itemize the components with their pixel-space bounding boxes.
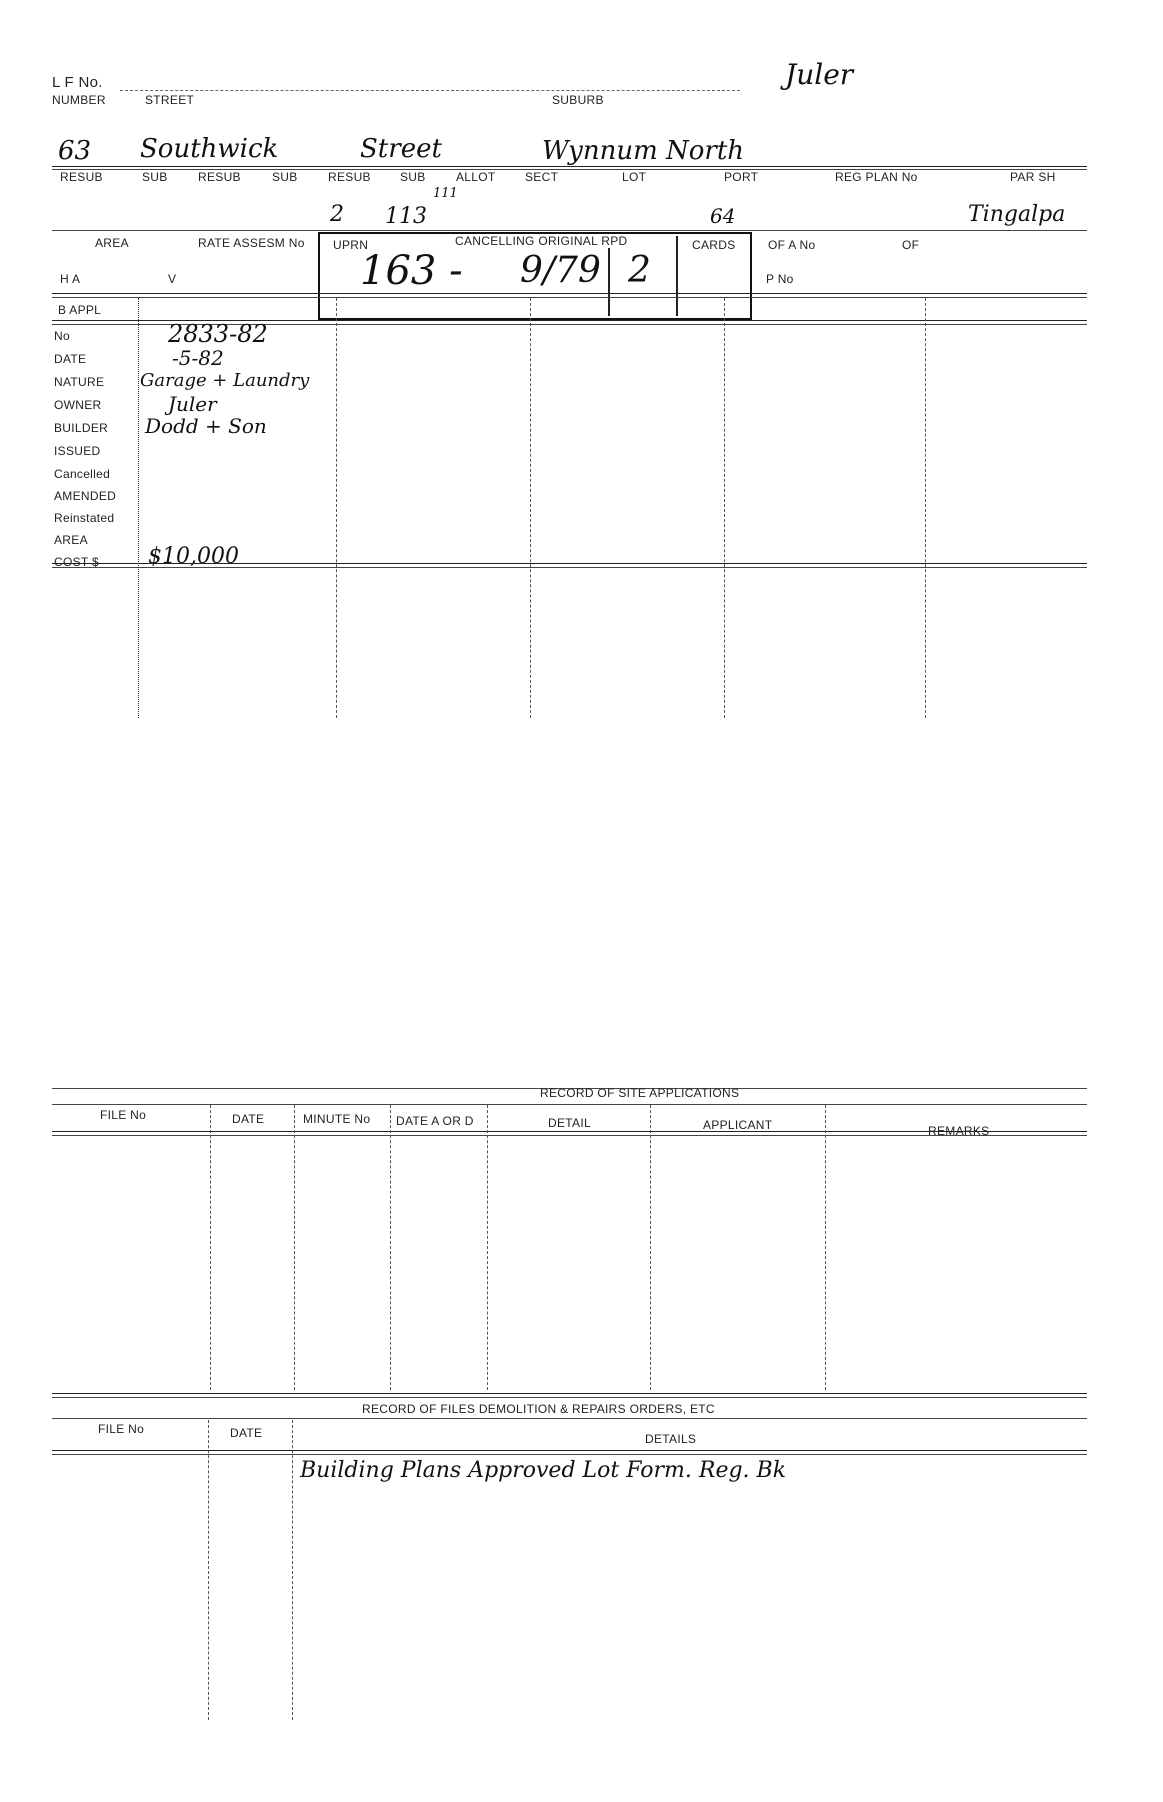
ha-rule [52, 293, 1087, 294]
site-col-date-a-or-d: DATE A OR D [396, 1114, 474, 1128]
b-appl-date-value: -5-82 [172, 346, 224, 370]
files-entry: Building Plans Approved Lot Form. Reg. Bk [300, 1458, 787, 1483]
files-col-rule-1 [208, 1420, 209, 1720]
b-appl-builder-value: Dodd + Son [145, 414, 267, 438]
sub-label: SUB [142, 170, 168, 184]
builder-label: BUILDER [54, 421, 109, 435]
files-top-rule [52, 1393, 1087, 1394]
cost-label: COST $ [54, 555, 99, 569]
b-area-label: AREA [54, 533, 88, 547]
site-col-rule-2 [294, 1105, 295, 1390]
files-col-rule-2 [292, 1420, 293, 1720]
b-col-rule-5 [925, 298, 926, 718]
rpd-value: 2 [628, 250, 651, 291]
port-label: PORT [724, 170, 759, 184]
files-top-rule-2 [52, 1397, 1087, 1398]
resub-2-label: RESUB [198, 170, 241, 184]
sub-top-value: 111 [433, 186, 458, 201]
allot-label: ALLOT [456, 170, 496, 184]
v-label: V [168, 272, 177, 286]
address-rule [52, 166, 1087, 167]
number-label: NUMBER [52, 93, 106, 107]
uprn-box-divider-2 [676, 236, 678, 316]
site-col-file-no: FILE No [100, 1108, 147, 1122]
site-col-date: DATE [232, 1112, 265, 1126]
b-appl-owner-value: Juler [168, 392, 217, 416]
site-col-rule-4 [487, 1105, 488, 1390]
lf-no-rule [120, 90, 740, 91]
site-col-rule-1 [210, 1105, 211, 1390]
parish-value: Tingalpa [968, 202, 1066, 227]
address-number: 63 [58, 136, 92, 166]
reinstated-label: Reinstated [54, 511, 115, 525]
site-header-rule [52, 1131, 1087, 1132]
b-col-rule-2 [336, 298, 337, 718]
files-title: RECORD OF FILES DEMOLITION & REPAIRS ORDERS, ETC [362, 1402, 715, 1416]
ha-rule-2 [52, 297, 1087, 298]
site-header-rule-2 [52, 1135, 1087, 1136]
site-title-rule [52, 1104, 1087, 1105]
owner-handwritten: Juler [785, 58, 854, 91]
cancelled-label: Cancelled [54, 467, 111, 481]
resub-label: RESUB [60, 170, 103, 184]
b-appl-nature-value: Garage + Laundry [140, 370, 310, 391]
of-a-no-label: OF A No [768, 238, 816, 252]
address-street-type: Street [360, 134, 442, 164]
b-col-rule-3 [530, 298, 531, 718]
lf-no-label: L F No. [52, 74, 103, 91]
site-col-rule-5 [650, 1105, 651, 1390]
uprn-label: UPRN [333, 238, 369, 252]
cost-rule-2 [52, 567, 1087, 568]
sub-3-label: SUB [400, 170, 426, 184]
parish-label: PAR SH [1010, 170, 1056, 184]
owner-label: OWNER [54, 398, 102, 412]
resub-3-label: RESUB [328, 170, 371, 184]
cancelling-label: CANCELLING ORIGINAL RPD [455, 234, 628, 248]
cancelling-value: 9/79 [520, 250, 601, 291]
cards-label: CARDS [692, 238, 736, 252]
sub-value: 113 [385, 204, 427, 229]
p-no-label: P No [766, 272, 794, 286]
port-value: 64 [710, 204, 736, 228]
site-col-detail: DETAIL [548, 1116, 591, 1130]
site-col-remarks: REMARKS [928, 1124, 990, 1138]
files-title-rule [52, 1418, 1087, 1419]
site-col-rule-6 [825, 1105, 826, 1390]
lot-label: LOT [622, 170, 647, 184]
uprn-box-divider-1 [608, 248, 610, 316]
resub-value: 2 [330, 202, 344, 227]
sub-2-label: SUB [272, 170, 298, 184]
area-label: AREA [95, 236, 129, 250]
b-appl-cost-value: $10,000 [148, 544, 239, 569]
site-col-applicant: APPLICANT [703, 1118, 773, 1132]
address-suburb: Wynnum North [542, 136, 745, 166]
of-label: OF [902, 238, 920, 252]
b-appl-label: B APPL [58, 303, 102, 317]
site-col-minute-no: MINUTE No [303, 1112, 371, 1126]
amended-label: AMENDED [54, 489, 117, 503]
files-col-details: DETAILS [645, 1432, 697, 1446]
rate-assess-label: RATE ASSESM No [198, 236, 305, 250]
files-col-date: DATE [230, 1426, 263, 1440]
suburb-label: SUBURB [552, 93, 604, 107]
sect-label: SECT [525, 170, 559, 184]
ha-label: H A [60, 272, 81, 286]
site-col-rule-3 [390, 1105, 391, 1390]
no-label: No [54, 329, 70, 343]
parcel-rule [52, 230, 1087, 231]
date-label: DATE [54, 352, 87, 366]
files-col-file-no: FILE No [98, 1422, 145, 1436]
address-street-name: Southwick [140, 134, 279, 164]
uprn-value: 163 - [360, 248, 463, 294]
reg-plan-label: REG PLAN No [835, 170, 918, 184]
street-label: STREET [145, 93, 195, 107]
issued-label: ISSUED [54, 444, 101, 458]
b-appl-no-value: 2833-82 [168, 320, 268, 348]
cost-rule [52, 563, 1087, 564]
site-title: RECORD OF SITE APPLICATIONS [540, 1086, 740, 1100]
nature-label: NATURE [54, 375, 105, 389]
b-col-rule-4 [724, 298, 725, 718]
b-col-rule-1 [138, 298, 139, 718]
